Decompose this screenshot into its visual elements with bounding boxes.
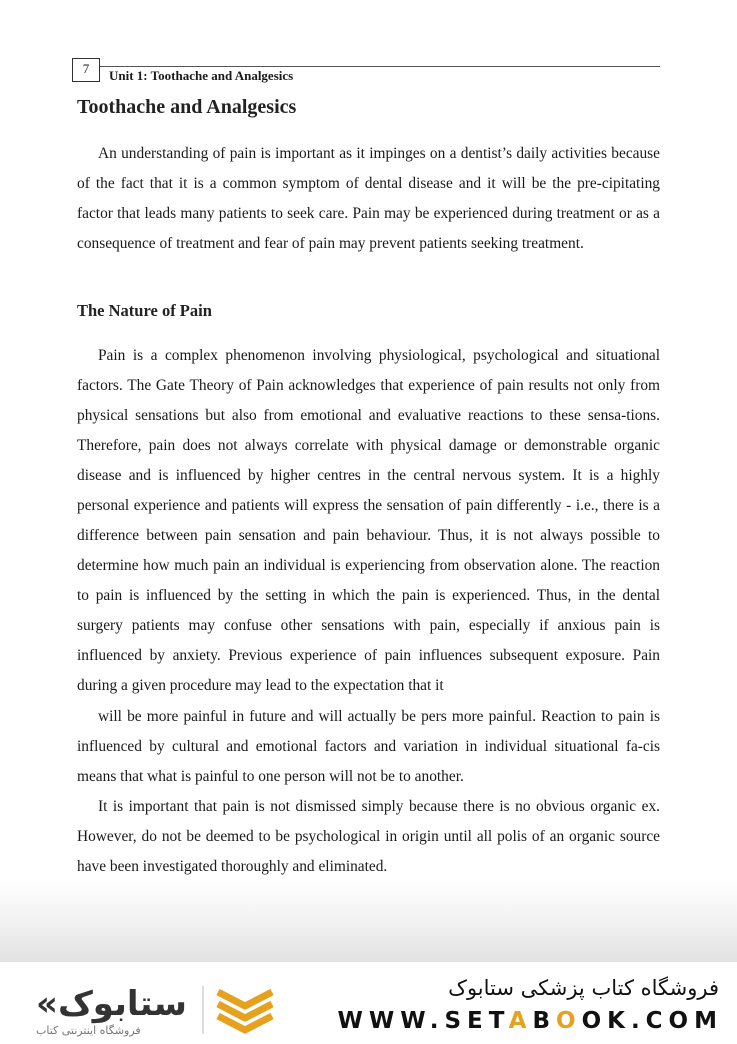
logo-wordmark: «ستابوک <box>36 984 187 1024</box>
page-number: 7 <box>72 58 100 82</box>
running-head: Unit 1: Toothache and Analgesics <box>109 68 294 83</box>
page-shadow <box>0 880 737 962</box>
body-paragraph-1: Pain is a complex phenomenon involving physiological, psychological and situational factors. The Gate Theory of Pain acknowledges that experience of pain results not only from physical sensations but also from emotional and evaluative reactions to these sensa-tions. Therefore, pain does not always correlate with physical damage or demonstrable organic disease and is influenced by higher centres in the central nervous system. It is a highly personal experience and patients will express the sensation of pain differently - i.e., there is a difference between pain sensation and pain behaviour. Thus, it is not always possible to determine how much pain an individual is experiencing from observation alone. The reaction to pain is influenced by the setting in which the pain is experienced. Thus, in the dental surgery patients may confuse other sensations with pain, especially if anxious pain is influenced by anxiety. Previous experience of pain influences subsequent exposure. Pain during a given procedure may lead to the expectation that it <box>77 347 660 694</box>
body-paragraph-2: will be more painful in future and will actually be pers more painful. Reaction to pain is influenced by cultural and emotional factors and variation in individual situational fa-cis means that what is painful to one person will not be to another. <box>77 708 660 785</box>
book-stack-icon <box>214 984 276 1036</box>
store-name: فروشگاه کتاب پزشکی ستابوک <box>448 976 719 1000</box>
url-accent-o: O <box>556 1008 582 1034</box>
url-middle: B <box>532 1008 556 1034</box>
url-prefix: WWW.SET <box>337 1008 509 1034</box>
footer-banner <box>0 962 737 1044</box>
page-header <box>72 56 660 84</box>
body-paragraph-3: It is important that pain is not dismissed simply because there is no obvious organic ex. However, do not be deemed to be psychological in origin until all polis of an organic source have been investigated thoroughly and eliminated. <box>77 798 660 875</box>
intro-paragraph: An understanding of pain is important as it impinges on a dentist’s daily activities because of the fact that it is a common symptom of dental disease and it will be the pre-cipitating factor that leads many patients to seek care. Pain may be experienced during treatment or as a consequence of treatment and fear of pain may prevent patients seeking treatment. <box>77 145 660 252</box>
setabook-logo[interactable] <box>36 984 286 1040</box>
logo-divider <box>202 986 204 1034</box>
url-accent-a: A <box>508 1008 533 1034</box>
header-rule <box>100 66 660 67</box>
section-heading: The Nature of Pain <box>77 301 212 320</box>
store-url[interactable] <box>338 1008 724 1034</box>
logo-tagline: فروشگاه اینترنتی کتاب <box>36 1024 141 1037</box>
url-suffix: OK.COM <box>581 1008 723 1034</box>
chapter-title: Toothache and Analgesics <box>77 96 297 118</box>
